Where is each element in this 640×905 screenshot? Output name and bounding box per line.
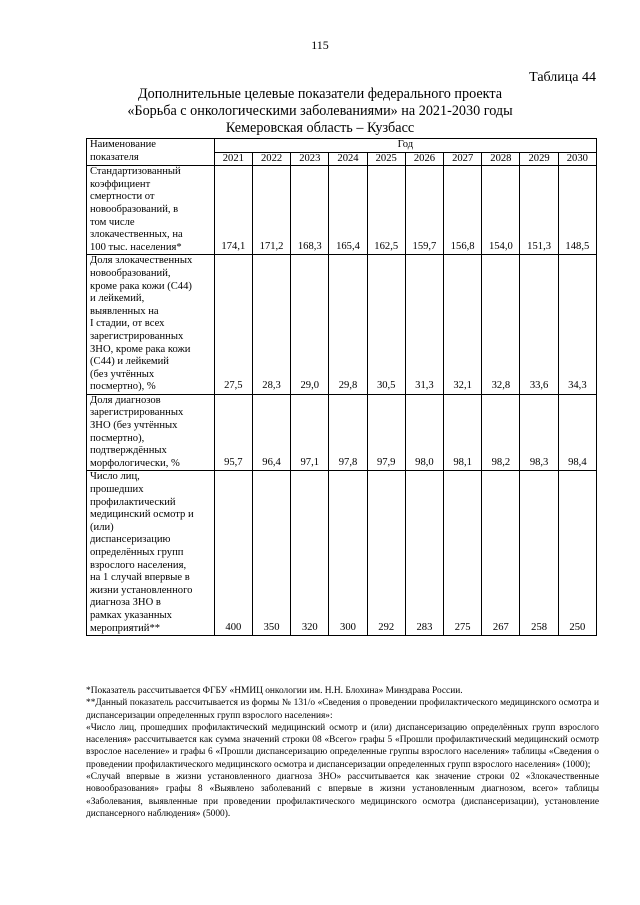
value-cell: 283 (405, 471, 443, 636)
title-line-1: Дополнительные целевые показатели федерального проекта (137, 86, 503, 102)
table-row (87, 255, 597, 395)
footnote-2: **Данный показатель рассчитывается из формы № 131/о «Сведения о проведении профилактического медицинского осмотра и диспансеризации определенных групп взрослого населения»: (86, 698, 599, 721)
value-cell: 98,3 (520, 394, 558, 471)
value-cell: 162,5 (367, 166, 405, 255)
value-cell: 98,1 (444, 394, 482, 471)
footnotes (86, 685, 599, 820)
year-header-cell: 2024 (329, 152, 367, 166)
header-row-1 (87, 139, 597, 153)
year-header-cell: 2029 (520, 152, 558, 166)
footnote-4: «Случай впервые в жизни установленного диагноза ЗНО» рассчитывается как значение строки 02 «Злокачественные новообразования» графы 8 «Выявлено заболеваний с впервые в жизни установленным диагнозом, всего» таблицы «Заболевания, выявленные при проведении профилактического медицинского осмотра (диспансеризации), установление диспансерного наблюдения» (5000). (86, 772, 599, 819)
value-cell: 98,0 (405, 394, 443, 471)
year-header-cell: 2027 (444, 152, 482, 166)
value-cell: 168,3 (291, 166, 329, 255)
value-cell: 156,8 (444, 166, 482, 255)
value-cell: 29,0 (291, 255, 329, 395)
value-cell: 31,3 (405, 255, 443, 395)
footnote-3: «Число лиц, прошедших профилактический медицинский осмотр и (или) диспансеризацию определённых групп взрослого населения» рассчитывается как сумма значений строки 08 «Всего» графы 5 «Прошли профилактический медицинский осмотр взрослое население» и графы 6 «Прошли диспансеризацию определенные группы взрослого населения» таблицы «Сведения о проведении профилактического медицинского осмотра и диспансеризации определенных групп взрослого населения» (1000); (86, 722, 599, 770)
year-header-cell: 2028 (482, 152, 520, 166)
value-cell: 95,7 (214, 394, 252, 471)
value-cell: 165,4 (329, 166, 367, 255)
year-header-cell: 2023 (291, 152, 329, 166)
value-cell: 97,8 (329, 394, 367, 471)
value-cell: 151,3 (520, 166, 558, 255)
value-cell: 171,2 (252, 166, 290, 255)
value-cell: 258 (520, 471, 558, 636)
value-cell: 97,1 (291, 394, 329, 471)
table-row (87, 166, 597, 255)
header-indicator-name: Наименование показателя (87, 139, 215, 166)
table-row (87, 471, 597, 636)
value-cell: 275 (444, 471, 482, 636)
value-cell: 28,3 (252, 255, 290, 395)
value-cell: 96,4 (252, 394, 290, 471)
year-header-cell: 2025 (367, 152, 405, 166)
value-cell: 250 (558, 471, 596, 636)
year-header-cell: 2022 (252, 152, 290, 166)
footnote-1: *Показатель рассчитывается ФГБУ «НМИЦ онкологии им. Н.Н. Блохина» Минздрава России. (86, 686, 463, 696)
year-header-cell: 2030 (558, 152, 596, 166)
year-header-cell: 2026 (405, 152, 443, 166)
value-cell: 148,5 (558, 166, 596, 255)
indicator-name-cell: Доля диагнозов зарегистрированных ЗНО (без учтённых посмертно), подтверждённых морфологически, % (87, 394, 215, 471)
indicator-name-cell: Стандартизованный коэффициент смертности от новообразований, в том числе злокачественных, на 100 тыс. населения* (87, 166, 215, 255)
value-cell: 320 (291, 471, 329, 636)
page-number: 115 (311, 38, 329, 52)
header-year-group: Год (214, 139, 596, 153)
value-cell: 27,5 (214, 255, 252, 395)
value-cell: 34,3 (558, 255, 596, 395)
value-cell: 267 (482, 471, 520, 636)
value-cell: 98,2 (482, 394, 520, 471)
table-label: Таблица 44 (529, 70, 596, 85)
value-cell: 32,8 (482, 255, 520, 395)
value-cell: 174,1 (214, 166, 252, 255)
title-line-3: Кемеровская область – Кузбасс (225, 120, 415, 136)
value-cell: 97,9 (367, 394, 405, 471)
year-header-cell: 2021 (214, 152, 252, 166)
indicator-name-cell: Число лиц, прошедших профилактический медицинский осмотр и (или) диспансеризацию определённых групп взрослого населения, на 1 случай впервые в жизни установленного диагноза ЗНО в рамках указанных мероприятий** (87, 471, 215, 636)
value-cell: 30,5 (367, 255, 405, 395)
indicators-table (86, 138, 597, 636)
value-cell: 159,7 (405, 166, 443, 255)
value-cell: 29,8 (329, 255, 367, 395)
value-cell: 32,1 (444, 255, 482, 395)
value-cell: 400 (214, 471, 252, 636)
indicator-name-cell: Доля злокачественных новообразований, кроме рака кожи (С44) и лейкемий, выявленных на I стадии, от всех зарегистрированных ЗНО, кроме рака кожи (С44) и лейкемий (без учтённых посмертно), % (87, 255, 215, 395)
value-cell: 300 (329, 471, 367, 636)
value-cell: 98,4 (558, 394, 596, 471)
value-cell: 33,6 (520, 255, 558, 395)
value-cell: 292 (367, 471, 405, 636)
title-line-2: «Борьба с онкологическими заболеваниями» на 2021-2030 годы (127, 103, 513, 119)
table-row (87, 394, 597, 471)
value-cell: 350 (252, 471, 290, 636)
table-title (0, 86, 640, 137)
value-cell: 154,0 (482, 166, 520, 255)
